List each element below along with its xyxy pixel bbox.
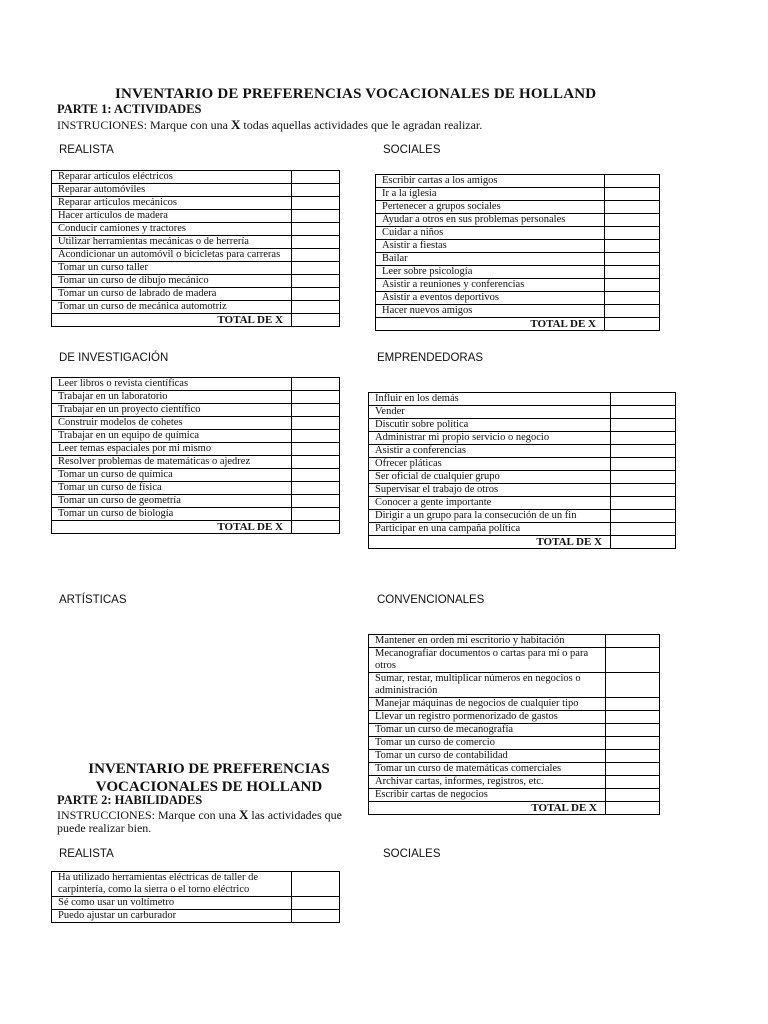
activity-label: Ha utilizado herramientas eléctricas de taller de carpintería, como la sierra o el torno eléctrico (52, 872, 292, 897)
emprendedoras-table (368, 392, 676, 549)
part2-realista-heading: REALISTA (59, 848, 114, 860)
activity-label: Administrar mi propio servicio o negocio (369, 432, 611, 445)
activity-label: Reparar artículos mecánicos (52, 197, 292, 210)
mark-checkbox-cell[interactable] (611, 419, 676, 432)
activity-label: Sumar, restar, multiplicar números en negocios o administración (369, 673, 606, 698)
mark-checkbox-cell[interactable] (606, 789, 660, 802)
table-row (376, 240, 660, 253)
mark-checkbox-cell[interactable] (292, 171, 340, 184)
activity-label: Ir a la iglesia (376, 188, 605, 201)
mark-checkbox-cell[interactable] (606, 763, 660, 776)
activity-label: Leer sobre psicología (376, 266, 605, 279)
table-row (376, 188, 660, 201)
table-row (52, 443, 340, 456)
total-label: TOTAL DE X (52, 521, 292, 534)
part1-heading: PARTE 1: ACTIVIDADES (57, 102, 202, 116)
mark-checkbox-cell[interactable] (611, 510, 676, 523)
section-convencionales-heading: CONVENCIONALES (377, 594, 485, 606)
activity-label: Hacer artículos de madera (52, 210, 292, 223)
mark-checkbox-cell[interactable] (605, 292, 660, 305)
table-row (369, 724, 660, 737)
table-row (52, 378, 340, 391)
table-row (52, 897, 340, 910)
activity-label: Trabajar en un equipo de química (52, 430, 292, 443)
activity-label: Tomar un curso de mecanografía (369, 724, 606, 737)
mark-checkbox-cell[interactable] (292, 223, 340, 236)
mark-checkbox-cell[interactable] (611, 406, 676, 419)
mark-checkbox-cell[interactable] (292, 404, 340, 417)
sociales-table (375, 174, 660, 331)
activity-label: Archivar cartas, informes, registros, etc. (369, 776, 606, 789)
part2-instructions: INSTRUCCIONES: Marque con una X las actividades que puede realizar bien. (57, 807, 343, 835)
table-row (52, 197, 340, 210)
table-row (369, 763, 660, 776)
mark-checkbox-cell[interactable] (605, 188, 660, 201)
mark-checkbox-cell[interactable] (292, 508, 340, 521)
table-row (369, 432, 676, 445)
table-row (369, 523, 676, 536)
activity-label: Trabajar en un laboratorio (52, 391, 292, 404)
mark-checkbox-cell[interactable] (292, 872, 340, 897)
activity-label: Hacer nuevos amigos (376, 305, 605, 318)
table-row (52, 236, 340, 249)
mark-checkbox-cell[interactable] (606, 737, 660, 750)
table-row (376, 227, 660, 240)
activity-label: Ayudar a otros en sus problemas personales (376, 214, 605, 227)
mark-checkbox-cell[interactable] (292, 378, 340, 391)
total-value-cell[interactable] (611, 536, 676, 549)
activity-label: Conducir camiones y tractores (52, 223, 292, 236)
activity-label: Conocer a gente importante (369, 497, 611, 510)
activity-label: Sé como usar un voltímetro (52, 897, 292, 910)
mark-checkbox-cell[interactable] (292, 249, 340, 262)
mark-checkbox-cell[interactable] (292, 417, 340, 430)
activity-label: Tomar un curso de química (52, 469, 292, 482)
part1-instructions: INSTRUCIONES: Marque con una X todas aquellas actividades que le agradan realizar. (57, 117, 483, 132)
activity-label: Resolver problemas de matemáticas o ajedrez (52, 456, 292, 469)
section-investigacion-heading: DE INVESTIGACIÓN (59, 352, 169, 364)
activity-label: Escribir cartas a los amigos (376, 175, 605, 188)
activity-label: Mantener en orden mi escritorio y habitación (369, 635, 606, 648)
mark-checkbox-cell[interactable] (292, 910, 340, 923)
mark-checkbox-cell[interactable] (605, 175, 660, 188)
mark-checkbox-cell[interactable] (606, 635, 660, 648)
mark-checkbox-cell[interactable] (292, 210, 340, 223)
part2-heading: PARTE 2: HABILIDADES (57, 793, 203, 807)
table-row (376, 175, 660, 188)
table-row (52, 495, 340, 508)
mark-checkbox-cell[interactable] (605, 240, 660, 253)
table-row (369, 445, 676, 458)
activity-label: Reparar automóviles (52, 184, 292, 197)
mark-checkbox-cell[interactable] (606, 724, 660, 737)
total-value-cell[interactable] (292, 521, 340, 534)
mark-checkbox-cell[interactable] (611, 445, 676, 458)
part2-sociales-heading: SOCIALES (383, 848, 441, 860)
total-row (52, 314, 340, 327)
convencionales-table (368, 634, 660, 815)
mark-checkbox-cell[interactable] (611, 393, 676, 406)
mark-checkbox-cell[interactable] (292, 495, 340, 508)
mark-checkbox-cell[interactable] (606, 673, 660, 698)
table-row (376, 292, 660, 305)
total-value-cell[interactable] (605, 318, 660, 331)
activity-label: Bailar (376, 253, 605, 266)
table-row (369, 698, 660, 711)
table-row (52, 262, 340, 275)
table-row (52, 391, 340, 404)
table-row (369, 750, 660, 763)
mark-checkbox-cell[interactable] (292, 236, 340, 249)
table-row (369, 648, 660, 673)
mark-checkbox-cell[interactable] (611, 432, 676, 445)
activity-label: Tomar un curso de biología (52, 508, 292, 521)
activity-label: Asistir a eventos deportivos (376, 292, 605, 305)
activity-label: Tomar un curso de comercio (369, 737, 606, 750)
activity-label: Cuidar a niños (376, 227, 605, 240)
table-row (376, 201, 660, 214)
total-row (52, 521, 340, 534)
activity-label: Tomar un curso de dibujo mecánico (52, 275, 292, 288)
mark-checkbox-cell[interactable] (292, 897, 340, 910)
realista-table (51, 170, 340, 327)
table-row (52, 249, 340, 262)
table-row (376, 266, 660, 279)
table-row (52, 456, 340, 469)
table-row (376, 305, 660, 318)
activity-label: Puedo ajustar un carburador (52, 910, 292, 923)
mark-checkbox-cell[interactable] (606, 698, 660, 711)
mark-checkbox-cell[interactable] (292, 197, 340, 210)
total-value-cell[interactable] (292, 314, 340, 327)
activity-label: Tomar un curso de física (52, 482, 292, 495)
activity-label: Asistir a fiestas (376, 240, 605, 253)
activity-label: Trabajar en un proyecto científico (52, 404, 292, 417)
activity-label: Discutir sobre política (369, 419, 611, 432)
activity-label: Ofrecer pláticas (369, 458, 611, 471)
activity-label: Asistir a conferencias (369, 445, 611, 458)
mark-checkbox-cell[interactable] (605, 279, 660, 292)
table-row (369, 737, 660, 750)
mark-checkbox-cell[interactable] (292, 184, 340, 197)
mark-checkbox-cell[interactable] (292, 275, 340, 288)
investigacion-table (51, 377, 340, 534)
table-row (52, 910, 340, 923)
mark-checkbox-cell[interactable] (606, 750, 660, 763)
activity-label: Supervisar el trabajo de otros (369, 484, 611, 497)
mark-checkbox-cell[interactable] (292, 391, 340, 404)
table-row (369, 406, 676, 419)
section-artisticas-heading: ARTÍSTICAS (59, 594, 127, 606)
mark-checkbox-cell[interactable] (605, 266, 660, 279)
table-row (376, 253, 660, 266)
mark-checkbox-cell[interactable] (611, 458, 676, 471)
activity-label: Ser oficial de cualquier grupo (369, 471, 611, 484)
total-label: TOTAL DE X (376, 318, 605, 331)
mark-checkbox-cell[interactable] (611, 484, 676, 497)
table-row (52, 301, 340, 314)
table-row (52, 430, 340, 443)
table-row (52, 404, 340, 417)
activity-label: Acondicionar un automóvil o bicicletas para carreras (52, 249, 292, 262)
mark-checkbox-cell[interactable] (611, 471, 676, 484)
activity-label: Pertenecer a grupos sociales (376, 201, 605, 214)
table-row (52, 171, 340, 184)
table-row (52, 417, 340, 430)
section-emprendedoras-heading: EMPRENDEDORAS (377, 352, 484, 364)
activity-label: Influir en los demás (369, 393, 611, 406)
table-row (369, 673, 660, 698)
mark-checkbox-cell[interactable] (292, 443, 340, 456)
section-realista-heading: REALISTA (59, 144, 114, 156)
part2-realista-table (51, 871, 340, 923)
table-row (52, 275, 340, 288)
table-row (369, 711, 660, 724)
table-row (52, 872, 340, 897)
table-row (369, 776, 660, 789)
mark-checkbox-cell[interactable] (606, 776, 660, 789)
activity-label: Tomar un curso de labrado de madera (52, 288, 292, 301)
mark-checkbox-cell[interactable] (292, 430, 340, 443)
table-row (52, 210, 340, 223)
table-row (52, 469, 340, 482)
mark-checkbox-cell[interactable] (605, 201, 660, 214)
table-row (52, 223, 340, 236)
activity-label: Vender (369, 406, 611, 419)
table-row (52, 482, 340, 495)
activity-label: Tomar un curso de contabilidad (369, 750, 606, 763)
mark-checkbox-cell[interactable] (292, 288, 340, 301)
total-label: TOTAL DE X (52, 314, 292, 327)
table-row (376, 214, 660, 227)
table-row (376, 279, 660, 292)
table-row (52, 508, 340, 521)
activity-label: Escribir cartas de negocios (369, 789, 606, 802)
activity-label: Leer temas espaciales por mi mismo (52, 443, 292, 456)
mark-checkbox-cell[interactable] (605, 305, 660, 318)
total-row (376, 318, 660, 331)
section-sociales-heading: SOCIALES (383, 144, 441, 156)
total-value-cell[interactable] (606, 802, 660, 815)
activity-label: Asistir a reuniones y conferencias (376, 279, 605, 292)
activity-label: Construir modelos de cohetes (52, 417, 292, 430)
activity-label: Mecanografiar documentos o cartas para mí o para otros (369, 648, 606, 673)
total-label: TOTAL DE X (369, 536, 611, 549)
activity-label: Tomar un curso de matemáticas comerciales (369, 763, 606, 776)
part2-title: INVENTARIO DE PREFERENCIAS VOCACIONALES DE HOLLAND (88, 761, 330, 795)
activity-label: Tomar un curso taller (52, 262, 292, 275)
mark-checkbox-cell[interactable] (292, 469, 340, 482)
activity-label: Manejar máquinas de negocios de cualquier tipo (369, 698, 606, 711)
mark-checkbox-cell[interactable] (292, 301, 340, 314)
mark-checkbox-cell[interactable] (606, 711, 660, 724)
table-row (369, 789, 660, 802)
activity-label: Tomar un curso de geometría (52, 495, 292, 508)
mark-checkbox-cell[interactable] (292, 262, 340, 275)
mark-checkbox-cell[interactable] (292, 456, 340, 469)
mark-checkbox-cell[interactable] (605, 227, 660, 240)
activity-label: Tomar un curso de mecánica automotriz (52, 301, 292, 314)
table-row (369, 458, 676, 471)
table-row (52, 184, 340, 197)
table-row (52, 288, 340, 301)
activity-label: Utilizar herramientas mecánicas o de herrería (52, 236, 292, 249)
table-row (369, 484, 676, 497)
mark-checkbox-cell[interactable] (611, 497, 676, 510)
activity-label: Reparar artículos eléctricos (52, 171, 292, 184)
table-row (369, 497, 676, 510)
mark-checkbox-cell[interactable] (611, 523, 676, 536)
activity-label: Llevar un registro pormenorizado de gastos (369, 711, 606, 724)
mark-checkbox-cell[interactable] (606, 648, 660, 673)
total-row (369, 802, 660, 815)
table-row (369, 419, 676, 432)
total-label: TOTAL DE X (369, 802, 606, 815)
total-row (369, 536, 676, 549)
table-row (369, 510, 676, 523)
mark-checkbox-cell[interactable] (292, 482, 340, 495)
table-row (369, 635, 660, 648)
table-row (369, 471, 676, 484)
page-title: INVENTARIO DE PREFERENCIAS VOCACIONALES DE HOLLAND (115, 86, 597, 102)
mark-checkbox-cell[interactable] (605, 214, 660, 227)
mark-checkbox-cell[interactable] (605, 253, 660, 266)
table-row (369, 393, 676, 406)
activity-label: Participar en una campaña política (369, 523, 611, 536)
activity-label: Dirigir a un grupo para la consecución de un fin (369, 510, 611, 523)
activity-label: Leer libros o revista científicas (52, 378, 292, 391)
